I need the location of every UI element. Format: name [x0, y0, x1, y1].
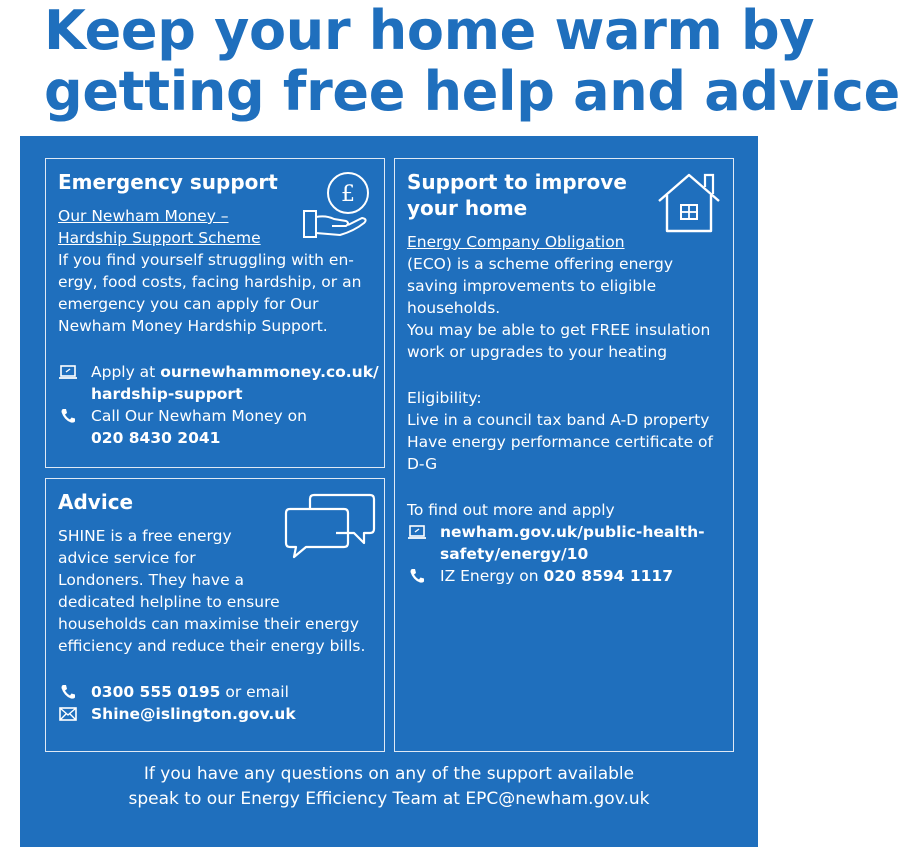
laptop-icon	[407, 523, 427, 541]
footer-line-2: speak to our Energy Efficiency Team at EPC@newham.gov.uk	[128, 789, 650, 809]
footer-line-1: If you have any questions on any of the support available	[143, 764, 635, 784]
home-body-line: (ECO) is a scheme offering energy	[407, 255, 674, 273]
call-number[interactable]: 020 8430 2041	[91, 429, 221, 447]
advice-body-line: advice service for	[58, 549, 196, 567]
advice-email[interactable]: Shine@islington.gov.uk	[91, 705, 296, 723]
advice-body-line: SHINE is a free energy	[58, 527, 232, 545]
home-url-line-1[interactable]: newham.gov.uk/public-health-	[440, 523, 705, 541]
house-icon	[655, 169, 723, 237]
emergency-support-title: Emergency support	[58, 170, 278, 194]
home-url-line-2[interactable]: safety/energy/10	[440, 545, 589, 563]
home-support-title-line-2: your home	[407, 196, 528, 220]
phone-icon	[58, 683, 78, 701]
home-body-line: You may be able to get FREE insulation	[407, 321, 711, 339]
laptop-icon	[58, 363, 78, 381]
home-phone-number[interactable]: 020 8594 1117	[543, 567, 673, 585]
headline-line-2: getting free help and advice	[44, 60, 900, 123]
emergency-body-line: Newham Money Hardship Support.	[58, 317, 328, 335]
advice-title: Advice	[58, 490, 134, 514]
home-support-box	[394, 158, 734, 752]
advice-phone-number[interactable]: 0300 555 0195	[91, 683, 221, 701]
headline	[44, 0, 900, 123]
eligibility-line: D-G	[407, 455, 438, 473]
pound-hand-icon	[302, 171, 374, 243]
emergency-body-line: emergency you can apply for Our	[58, 295, 319, 313]
advice-body-line: dedicated helpline to ensure	[58, 593, 280, 611]
eligibility-label: Eligibility:	[407, 389, 482, 407]
apply-url-line-1[interactable]: ournewhammoney.co.uk/	[160, 363, 379, 381]
hardship-scheme-link-line-2[interactable]: Hardship Support Scheme	[58, 229, 261, 247]
eligibility-line: Have energy performance certificate of	[407, 433, 713, 451]
find-out-text: To find out more and apply	[407, 501, 615, 519]
info-panel	[20, 136, 758, 847]
emergency-body	[58, 249, 361, 337]
svg-text:£: £	[341, 182, 355, 207]
home-body-line: saving improvements to eligible	[407, 277, 657, 295]
advice-phone-suffix: or email	[220, 683, 289, 701]
eligibility-section	[407, 387, 713, 475]
home-support-title-line-1: Support to improve	[407, 170, 627, 194]
home-support-title	[407, 169, 637, 221]
footer-contact	[20, 762, 758, 812]
advice-box	[45, 478, 385, 752]
advice-body-line: efficiency and reduce their energy bills.	[58, 637, 366, 655]
eco-link[interactable]: Energy Company Obligation	[407, 233, 625, 251]
eligibility-line: Live in a council tax band A-D property	[407, 411, 710, 429]
emergency-body-line: If you find yourself struggling with en-	[58, 251, 354, 269]
advice-body-line: Londoners. They have a	[58, 571, 245, 589]
envelope-icon	[58, 705, 78, 723]
phone-icon	[58, 407, 78, 425]
phone-icon	[407, 567, 427, 585]
hardship-scheme-link-line-1[interactable]: Our Newham Money –	[58, 207, 229, 225]
home-phone-prefix: IZ Energy on	[440, 567, 544, 585]
emergency-support-box	[45, 158, 385, 468]
advice-body-line: households can maximise their energy	[58, 615, 360, 633]
apply-url-line-2[interactable]: hardship-support	[91, 385, 243, 403]
call-prefix: Call Our Newham Money on	[91, 407, 307, 425]
emergency-body-line: ergy, food costs, facing hardship, or an	[58, 273, 362, 291]
home-body-line: households.	[407, 299, 501, 317]
apply-prefix: Apply at	[91, 363, 161, 381]
home-body	[407, 253, 710, 363]
advice-body	[58, 525, 365, 657]
headline-line-1: Keep your home warm by	[44, 0, 815, 62]
home-body-line: work or upgrades to your heating	[407, 343, 668, 361]
